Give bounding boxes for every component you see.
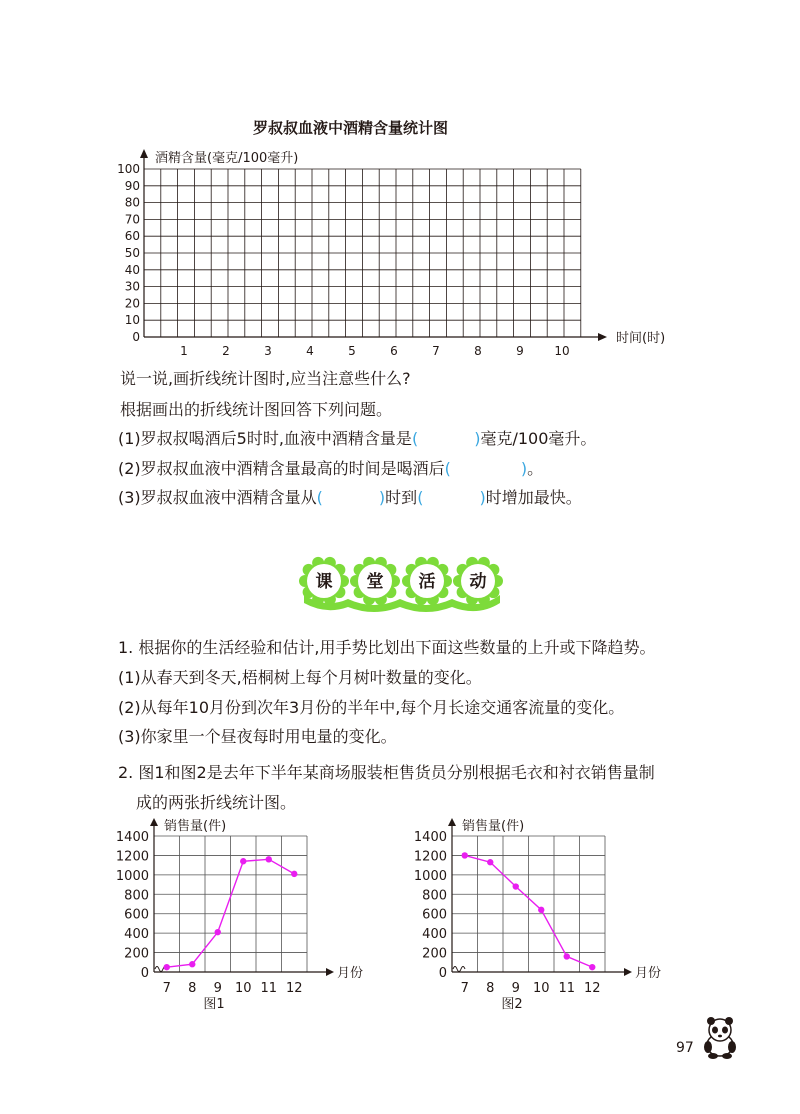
chart-grid bbox=[154, 836, 307, 972]
main-chart-xlabel: 时间(时) bbox=[616, 331, 666, 346]
badge-char: 动 bbox=[469, 572, 487, 592]
main-ytick-label: 0 bbox=[132, 330, 140, 344]
activity-item-1-3: (3)你家里一个昼夜每时用电量的变化。 bbox=[118, 727, 397, 746]
question-3-prefix: (3)罗叔叔血液中酒精含量从 bbox=[118, 488, 317, 507]
xtick-label: 10 bbox=[532, 981, 550, 996]
data-point bbox=[215, 929, 221, 935]
activity-item-2-line1: 2. 图1和图2是去年下半年某商场服装柜售货员分别根据毛衣和衬衣销售量制 bbox=[118, 763, 655, 782]
ytick-label: 1200 bbox=[115, 849, 149, 865]
main-xtick-label: 9 bbox=[516, 344, 524, 358]
chart-ylabel: 销售量(件) bbox=[462, 819, 525, 834]
discuss-text: 说一说,画折线统计图时,应当注意些什么? bbox=[120, 369, 411, 388]
data-point bbox=[164, 964, 170, 970]
answer-paren-close: ) bbox=[474, 429, 481, 448]
main-ytick-label: 100 bbox=[117, 162, 140, 176]
ytick-label: 800 bbox=[422, 888, 447, 904]
main-xtick-label: 6 bbox=[390, 344, 398, 358]
badge-flowers bbox=[299, 557, 503, 605]
main-y-arrow bbox=[140, 149, 148, 158]
main-xtick-label: 4 bbox=[306, 344, 314, 358]
main-ytick-label: 70 bbox=[124, 212, 140, 227]
xtick-label: 8 bbox=[188, 981, 197, 996]
ytick-label: 400 bbox=[124, 927, 149, 943]
data-point bbox=[564, 953, 570, 959]
activity-item-1-2: (2)从每年10月份到次年3月份的半年中,每个月长途交通客流量的变化。 bbox=[118, 698, 625, 717]
question-3 bbox=[118, 485, 582, 508]
answer-paren-open: ( bbox=[444, 459, 451, 478]
x-axis-arrow bbox=[624, 968, 632, 976]
activity-item-1-1: (1)从春天到冬天,梧桐树上每个月树叶数量的变化。 bbox=[118, 668, 482, 687]
main-ytick-label: 10 bbox=[124, 313, 140, 328]
main-xtick-label: 10 bbox=[554, 344, 570, 358]
chart-xlabel: 月份 bbox=[337, 966, 364, 981]
badge-char: 活 bbox=[418, 572, 436, 592]
main-xtick-label: 1 bbox=[180, 344, 188, 358]
xtick-label: 10 bbox=[234, 981, 252, 996]
question-1 bbox=[118, 426, 596, 449]
main-ytick-label: 60 bbox=[124, 229, 140, 244]
question-2 bbox=[118, 456, 543, 479]
data-point bbox=[589, 964, 595, 970]
main-chart-grid bbox=[144, 169, 581, 337]
chart-ylabel: 销售量(件) bbox=[164, 819, 227, 834]
ytick-label: 1400 bbox=[413, 830, 447, 845]
activity-item-1: 1. 根据你的生活经验和估计,用手势比划出下面这些数量的上升或下降趋势。 bbox=[118, 638, 656, 657]
ytick-label: 1000 bbox=[413, 868, 447, 884]
ytick-label: 0 bbox=[438, 966, 447, 981]
xtick-label: 12 bbox=[285, 981, 303, 996]
main-xtick-label: 7 bbox=[432, 344, 440, 358]
badge-char: 课 bbox=[315, 572, 333, 592]
data-point bbox=[462, 852, 468, 858]
chart-xlabel: 月份 bbox=[635, 966, 662, 981]
answer-paren-close: ) bbox=[378, 488, 386, 507]
data-point bbox=[538, 907, 544, 913]
data-point bbox=[513, 883, 519, 889]
main-x-arrow bbox=[598, 333, 607, 341]
question-2-suffix: 。 bbox=[527, 459, 544, 478]
question-2-prefix: (2)罗叔叔血液中酒精含量最高的时间是喝酒后 bbox=[118, 459, 445, 478]
activity-badge bbox=[296, 553, 508, 617]
axis-break bbox=[453, 967, 465, 972]
xtick-label: 11 bbox=[558, 981, 576, 996]
xtick-label: 8 bbox=[486, 981, 495, 996]
ytick-label: 1200 bbox=[413, 849, 447, 865]
xtick-label: 7 bbox=[460, 981, 469, 996]
question-3-mid: 时到 bbox=[385, 488, 418, 507]
main-xtick-label: 8 bbox=[474, 344, 482, 358]
y-axis-arrow bbox=[448, 818, 456, 826]
answer-paren-close: ) bbox=[520, 459, 528, 478]
ytick-label: 400 bbox=[422, 927, 447, 943]
answer-paren-open: ( bbox=[411, 429, 419, 448]
main-xtick-label: 5 bbox=[348, 344, 356, 358]
chart-fig2 bbox=[394, 812, 674, 1022]
chart-caption: 图1 bbox=[203, 997, 225, 1012]
question-3-suffix: 时增加最快。 bbox=[485, 488, 582, 507]
data-point bbox=[189, 961, 195, 967]
main-ytick-label: 30 bbox=[124, 279, 140, 294]
y-axis-arrow bbox=[150, 818, 158, 826]
answer-paren-open: ( bbox=[417, 488, 424, 507]
panda-icon bbox=[700, 1013, 740, 1059]
chart-caption: 图2 bbox=[501, 997, 523, 1012]
badge-char: 堂 bbox=[366, 572, 384, 592]
main-ytick-label: 90 bbox=[124, 178, 140, 193]
xtick-label: 9 bbox=[213, 981, 222, 996]
page-number: 97 bbox=[676, 1040, 694, 1056]
data-point bbox=[266, 856, 272, 862]
x-axis-arrow bbox=[326, 968, 334, 976]
main-chart bbox=[110, 145, 700, 360]
main-ytick-label: 80 bbox=[124, 195, 140, 210]
ytick-label: 800 bbox=[124, 888, 149, 904]
xtick-label: 11 bbox=[260, 981, 278, 996]
main-chart-yticks bbox=[117, 162, 140, 344]
ytick-label: 200 bbox=[422, 946, 447, 962]
ytick-label: 1400 bbox=[115, 830, 149, 845]
badge-flower bbox=[402, 557, 452, 605]
data-point bbox=[291, 871, 297, 877]
chart-fig1 bbox=[96, 812, 376, 1022]
intro-text: 根据画出的折线统计图回答下列问题。 bbox=[120, 400, 393, 419]
data-point bbox=[240, 858, 246, 864]
xtick-label: 7 bbox=[162, 981, 171, 996]
question-1-suffix: 毫克/100毫升。 bbox=[480, 429, 597, 448]
xtick-label: 9 bbox=[511, 981, 520, 996]
main-xtick-label: 2 bbox=[222, 344, 230, 358]
answer-paren-close: ) bbox=[479, 488, 486, 507]
badge-flower bbox=[350, 557, 400, 605]
main-ytick-label: 50 bbox=[124, 246, 140, 260]
xtick-label: 12 bbox=[583, 981, 601, 996]
main-chart-xticks bbox=[180, 344, 569, 358]
ytick-label: 0 bbox=[140, 966, 149, 981]
data-point bbox=[487, 859, 493, 865]
ytick-label: 200 bbox=[124, 946, 149, 962]
main-ytick-label: 40 bbox=[124, 262, 140, 277]
main-ytick-label: 20 bbox=[124, 296, 140, 311]
main-chart-title: 罗叔叔血液中酒精含量统计图 bbox=[253, 119, 449, 137]
chart-grid bbox=[452, 836, 605, 972]
badge-flower bbox=[453, 557, 503, 605]
ytick-label: 1000 bbox=[115, 868, 149, 884]
main-chart-ylabel: 酒精含量(毫克/100毫升) bbox=[155, 151, 299, 166]
ytick-label: 600 bbox=[124, 907, 149, 923]
main-xtick-label: 3 bbox=[264, 344, 272, 358]
answer-paren-open: ( bbox=[316, 488, 323, 507]
question-1-prefix: (1)罗叔叔喝酒后5时时,血液中酒精含量是 bbox=[118, 429, 412, 448]
ytick-label: 600 bbox=[422, 907, 447, 923]
activity-item-2-line2: 成的两张折线统计图。 bbox=[136, 793, 297, 812]
